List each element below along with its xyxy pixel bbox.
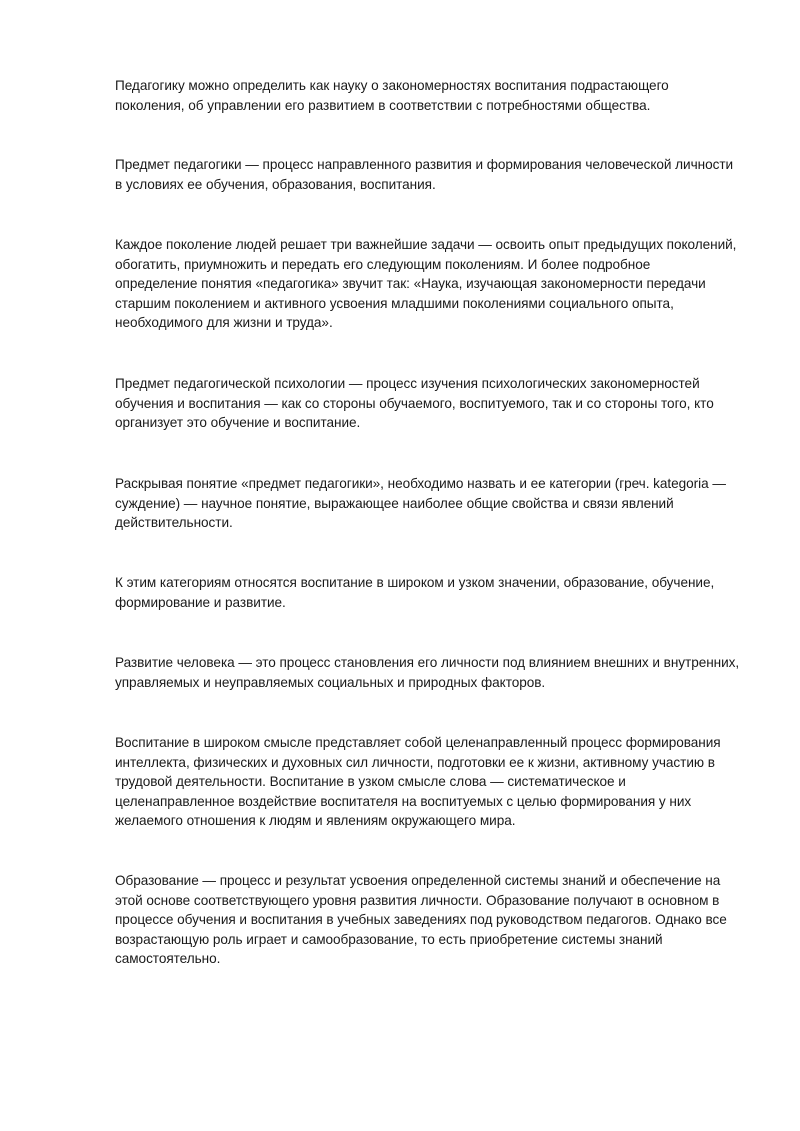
paragraph-human-development [115,653,765,692]
text-line: процессе обучения и воспитания в учебных заведениях под руководством педагогов. Однако все [115,912,727,927]
text-line: определение понятия «педагогика» звучит так: «Наука, изучающая закономерности передачи [115,276,706,291]
paragraph-education [115,871,765,969]
paragraph-pedagogy-subject [115,155,765,194]
text-line: организует это обучение и воспитание. [115,415,361,430]
text-line: формирование и развитие. [115,594,286,610]
paragraph-pedagogical-psychology [115,374,765,433]
text-line: желаемого отношения к людям и явлениям окружающего мира. [115,813,516,828]
text-line: этой основе соответствующего уровня развития личности. Образование получают в основном в [115,892,720,908]
text-line: старшим поколением и активного усвоения младшими поколениями социального опыта, [115,295,674,311]
text-line: действительности. [115,515,233,530]
text-line: Педагогику можно определить как науку о закономерностях воспитания подрастающего [115,78,669,93]
text-line: возрастающую роль играет и самообразование, то есть приобретение системы знаний [115,931,663,947]
text-line: К этим категориям относятся воспитание в широком и узком значении, образование, обучение, [115,575,715,590]
text-line: Образование — процесс и результат усвоения определенной системы знаний и обеспечение на [115,873,721,888]
text-line: необходимого для жизни и труда». [115,315,333,330]
paragraph-upbringing [115,733,765,831]
text-line: суждение) — научное понятие, выражающее наиболее общие свойства и связи явлений [115,495,674,511]
text-line: Предмет педагогической психологии — процесс изучения психологических закономерностей [115,376,700,391]
text-line: управляемых и неуправляемых социальных и природных факторов. [115,674,546,690]
text-line: Каждое поколение людей решает три важнейшие задачи — освоить опыт предыдущих поколений, [115,237,737,252]
text-line: самостоятельно. [115,951,221,966]
text-line: интеллекта, физических и духовных сил личности, подготовки ее к жизни, активному участию в [115,754,715,770]
text-line: целенаправленное воздействие воспитателя на воспитуемых с целью формирования у них [115,793,692,809]
text-line: Раскрывая понятие «предмет педагогики», необходимо назвать и ее категории (греч. kategoria — [115,476,726,491]
text-line: трудовой деятельности. Воспитание в узком смысле слова — систематическое и [115,774,626,789]
paragraph-pedagogy-categories [115,474,765,533]
text-line: обучения и воспитания — как со стороны обучаемого, воспитуемого, так и со стороны того, кто [115,395,714,411]
text-line: обогатить, приумножить и передать его следующим поколениям. И более подробное [115,256,651,272]
text-line: в условиях ее обучения, образования, воспитания. [115,176,436,192]
text-line: Развитие человека — это процесс становления его личности под влиянием внешних и внутренних, [115,655,740,670]
paragraph-categories-list [115,573,765,612]
text-line: Предмет педагогики — процесс направленного развития и формирования человеческой личности [115,157,734,172]
text-line: поколения, об управлении его развитием в соответствии с потребностями общества. [115,97,651,113]
text-line: Воспитание в широком смысле представляет собой целенаправленный процесс формирования [115,735,721,750]
paragraph-pedagogy-definition [115,76,765,115]
paragraph-generations-tasks [115,235,765,333]
